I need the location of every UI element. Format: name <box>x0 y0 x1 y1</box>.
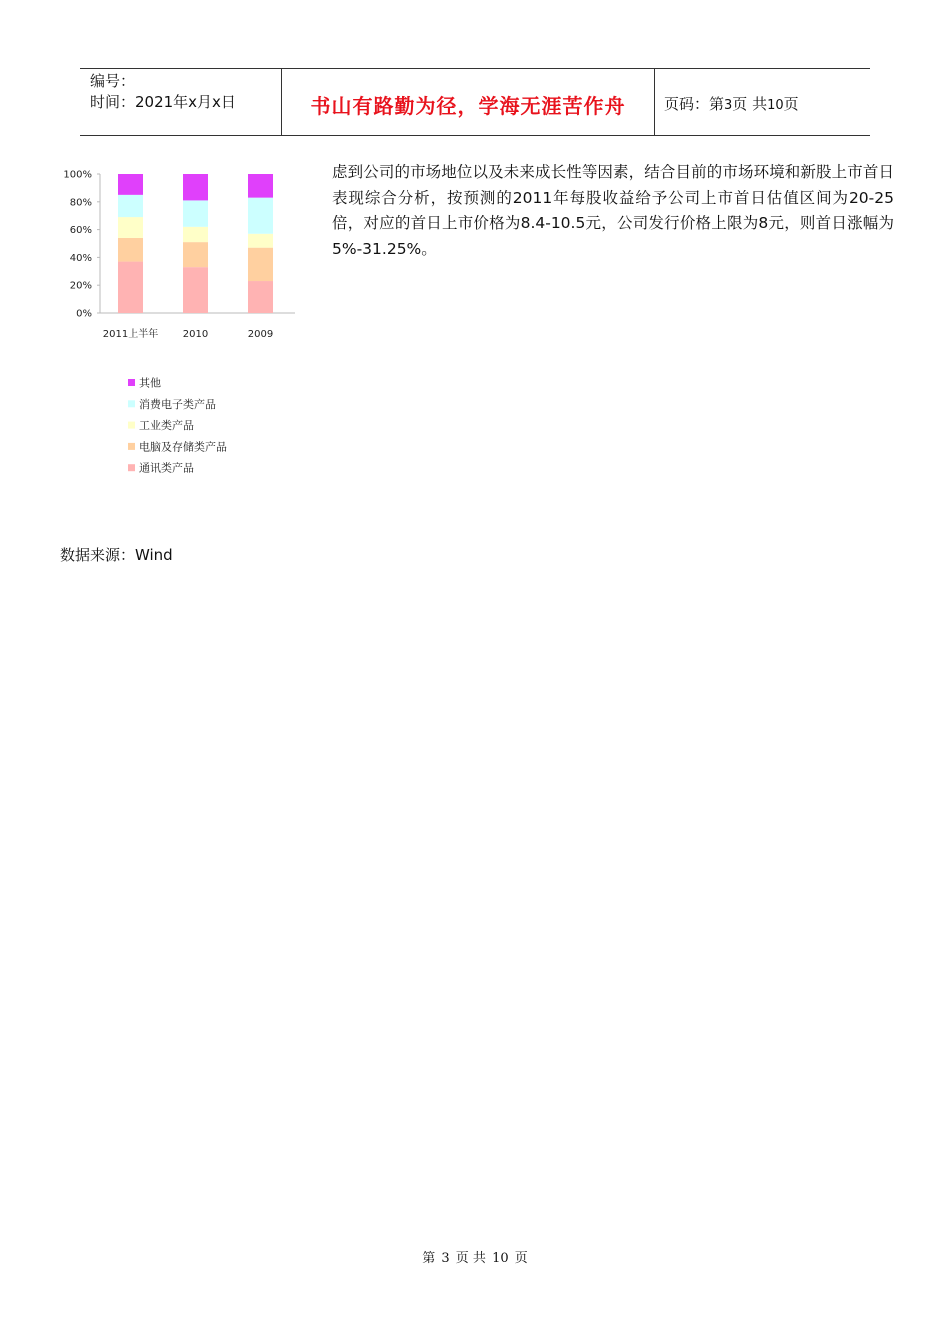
legend-label: 通讯类产品 <box>139 461 194 475</box>
legend-label: 消费电子类产品 <box>139 397 216 411</box>
page-footer <box>0 1247 950 1266</box>
legend-swatch <box>128 464 135 471</box>
header-page-number: 3 <box>724 98 733 113</box>
y-tick-label: 0% <box>76 308 92 320</box>
header-page-indicator <box>664 93 799 114</box>
y-tick-label: 40% <box>69 252 92 264</box>
x-tick-label: 2011上半年 <box>102 329 159 340</box>
bar-segment <box>183 242 208 267</box>
bar-segment <box>248 234 273 248</box>
bar-segment <box>118 174 143 195</box>
header-motto: 书山有路勤为径，学海无涯苦作舟 <box>310 94 626 118</box>
header-bottom-rule <box>80 135 870 136</box>
legend-label: 电脑及存储类产品 <box>139 440 227 454</box>
footer-mid: 页 共 <box>455 1251 486 1266</box>
footer-page: 3 <box>441 1251 450 1266</box>
legend-swatch <box>128 422 135 429</box>
footer-suffix: 页 <box>514 1251 528 1266</box>
footer-prefix: 第 <box>422 1251 436 1266</box>
header-number-label: 编号： <box>90 72 136 90</box>
legend-swatch <box>128 443 135 450</box>
header-date-label: 时间：2021年x月x日 <box>90 93 236 111</box>
header-page-suffix: 页 <box>783 95 799 113</box>
legend-swatch <box>128 400 135 407</box>
data-source: 数据来源：Wind <box>60 546 173 564</box>
legend-label: 工业类产品 <box>139 419 194 433</box>
bar-segment <box>248 198 273 234</box>
y-tick-label: 60% <box>69 225 92 237</box>
bar-segment <box>118 238 143 262</box>
bar-segment <box>183 267 208 313</box>
x-tick-label: 2010 <box>182 329 209 340</box>
bar-segment <box>118 195 143 217</box>
y-tick-label: 20% <box>69 280 92 292</box>
header-meta <box>90 71 236 113</box>
bar-segment <box>248 174 273 198</box>
y-tick-label: 100% <box>63 169 92 181</box>
header-divider-2 <box>654 68 655 136</box>
x-tick-label: 2009 <box>247 329 274 340</box>
footer-total: 10 <box>492 1251 509 1266</box>
header-page-total: 10 <box>767 98 784 113</box>
y-tick-label: 80% <box>69 197 92 209</box>
bar-segment <box>183 174 208 200</box>
bar-segment <box>248 248 273 281</box>
legend-label: 其他 <box>139 376 161 390</box>
header-page-mid: 页 共 <box>732 95 768 113</box>
stacked-bar-chart <box>55 160 305 490</box>
legend-swatch <box>128 379 135 386</box>
header-page-prefix: 页码：第 <box>664 95 725 113</box>
bar-segment <box>248 281 273 313</box>
bar-segment <box>118 217 143 238</box>
bar-segment <box>118 262 143 313</box>
bar-segment <box>183 227 208 242</box>
bar-segment <box>183 200 208 226</box>
header-top-rule <box>80 68 870 69</box>
body-paragraph: 虑到公司的市场地位以及未来成长性等因素，结合目前的市场环境和新股上市首日表现综合分析，按预测的2011年每股收益给予公司上市首日估值区间为20-25倍，对应的首日上市价格为8.4-10.5元，公司发行价格上限为8元，则首日涨幅为5%-31.25%。 <box>332 163 894 258</box>
